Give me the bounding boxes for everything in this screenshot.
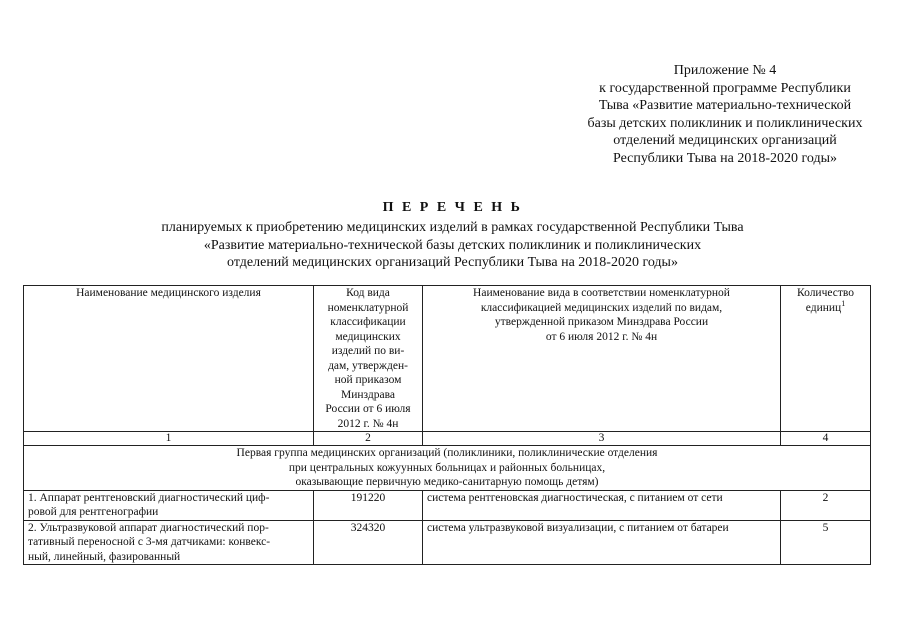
header-kind-line: утвержденной приказом Минздрава России bbox=[494, 316, 709, 328]
header-quantity-line2 bbox=[785, 298, 866, 316]
device-code-cell: 191220 bbox=[314, 490, 423, 520]
header-kind bbox=[423, 286, 781, 432]
appendix-line: Тыва «Развитие материально-технической bbox=[598, 98, 852, 113]
header-quantity-unit: единиц bbox=[805, 301, 842, 314]
appendix-line: Приложение № 4 bbox=[673, 63, 777, 78]
header-code-line: классификации bbox=[330, 316, 406, 328]
device-kind-cell: система рентгеновская диагностическая, с питанием от сети bbox=[423, 490, 781, 520]
group-heading-line: при центральных кожуунных больницах и районных больницах, bbox=[288, 461, 606, 474]
appendix-line: отделений медицинских организаций bbox=[613, 133, 837, 148]
table-row bbox=[24, 520, 871, 565]
header-quantity bbox=[781, 286, 871, 432]
header-device-name: Наименование медицинского изделия bbox=[24, 286, 314, 432]
device-name-line: тативный переносной с 3-мя датчиками: конвекс- bbox=[28, 536, 271, 548]
header-kind-line: классификацией медицинских изделий по видам, bbox=[480, 301, 723, 314]
device-code-cell: 324320 bbox=[314, 520, 423, 565]
subtitle-line: отделений медицинских организаций Республики Тыва на 2018-2020 годы» bbox=[227, 255, 678, 270]
appendix-line: к государственной программе Республики bbox=[599, 80, 851, 96]
table-header-row bbox=[24, 286, 871, 432]
header-code-line: изделий по ви- bbox=[331, 345, 405, 357]
device-qty-cell: 5 bbox=[781, 520, 871, 565]
device-name-line: 2. Ультразвуковой аппарат диагностический пор- bbox=[28, 521, 269, 534]
document-subtitle bbox=[0, 219, 905, 272]
subtitle-line: «Развитие материально-технической базы детских поликлиник и поликлинических bbox=[203, 237, 702, 253]
devices-table bbox=[23, 285, 871, 565]
header-code-line: ной приказом bbox=[334, 374, 402, 386]
column-number: 1 bbox=[24, 432, 314, 446]
header-quantity-line1: Количество bbox=[797, 287, 854, 299]
column-number: 4 bbox=[781, 432, 871, 446]
device-name-line: 1. Аппарат рентгеновский диагностический циф- bbox=[28, 491, 270, 504]
device-qty-cell: 2 bbox=[781, 490, 871, 520]
device-name-cell bbox=[24, 490, 314, 520]
footnote-marker: 1 bbox=[841, 298, 846, 308]
appendix-block bbox=[560, 62, 890, 167]
header-code-line: Код вида bbox=[346, 287, 390, 299]
group-heading bbox=[24, 446, 871, 491]
header-code-line: номенклатурной bbox=[327, 301, 409, 314]
header-code-line: медицинских bbox=[335, 330, 401, 343]
header-code-line: 2012 г. № 4н bbox=[337, 417, 399, 430]
appendix-line: Республики Тыва на 2018-2020 годы» bbox=[612, 150, 838, 166]
header-code bbox=[314, 286, 423, 432]
column-number: 3 bbox=[423, 432, 781, 446]
group-heading-line: Первая группа медицинских организаций (поликлиники, поликлинические отделения bbox=[236, 447, 658, 459]
header-code-line: России от 6 июля bbox=[325, 403, 411, 415]
device-name-cell bbox=[24, 520, 314, 565]
device-name-line: ровой для рентгенографии bbox=[28, 506, 159, 518]
header-code-line: Минздрава bbox=[341, 388, 395, 401]
header-kind-line: от 6 июля 2012 г. № 4н bbox=[545, 330, 658, 343]
document-title: П Е Р Е Ч Е Н Ь bbox=[382, 200, 523, 215]
header-kind-line: Наименование вида в соответствии номенклатурной bbox=[473, 287, 730, 299]
subtitle-line: планируемых к приобретению медицинских изделий в рамках государственной Республики Тыва bbox=[161, 220, 744, 235]
table-row bbox=[24, 490, 871, 520]
group-row bbox=[24, 446, 871, 491]
group-heading-line: оказывающие первичную медико-санитарную помощь детям) bbox=[295, 476, 599, 488]
column-number: 2 bbox=[314, 432, 423, 446]
device-kind-cell: система ультразвуковой визуализации, с питанием от батареи bbox=[423, 520, 781, 565]
column-number-row bbox=[24, 432, 871, 446]
header-code-line: дам, утвержден- bbox=[328, 359, 408, 372]
device-name-line: ный, линейный, фазированный bbox=[28, 550, 181, 563]
appendix-line: базы детских поликлиник и поликлинических bbox=[587, 115, 863, 131]
